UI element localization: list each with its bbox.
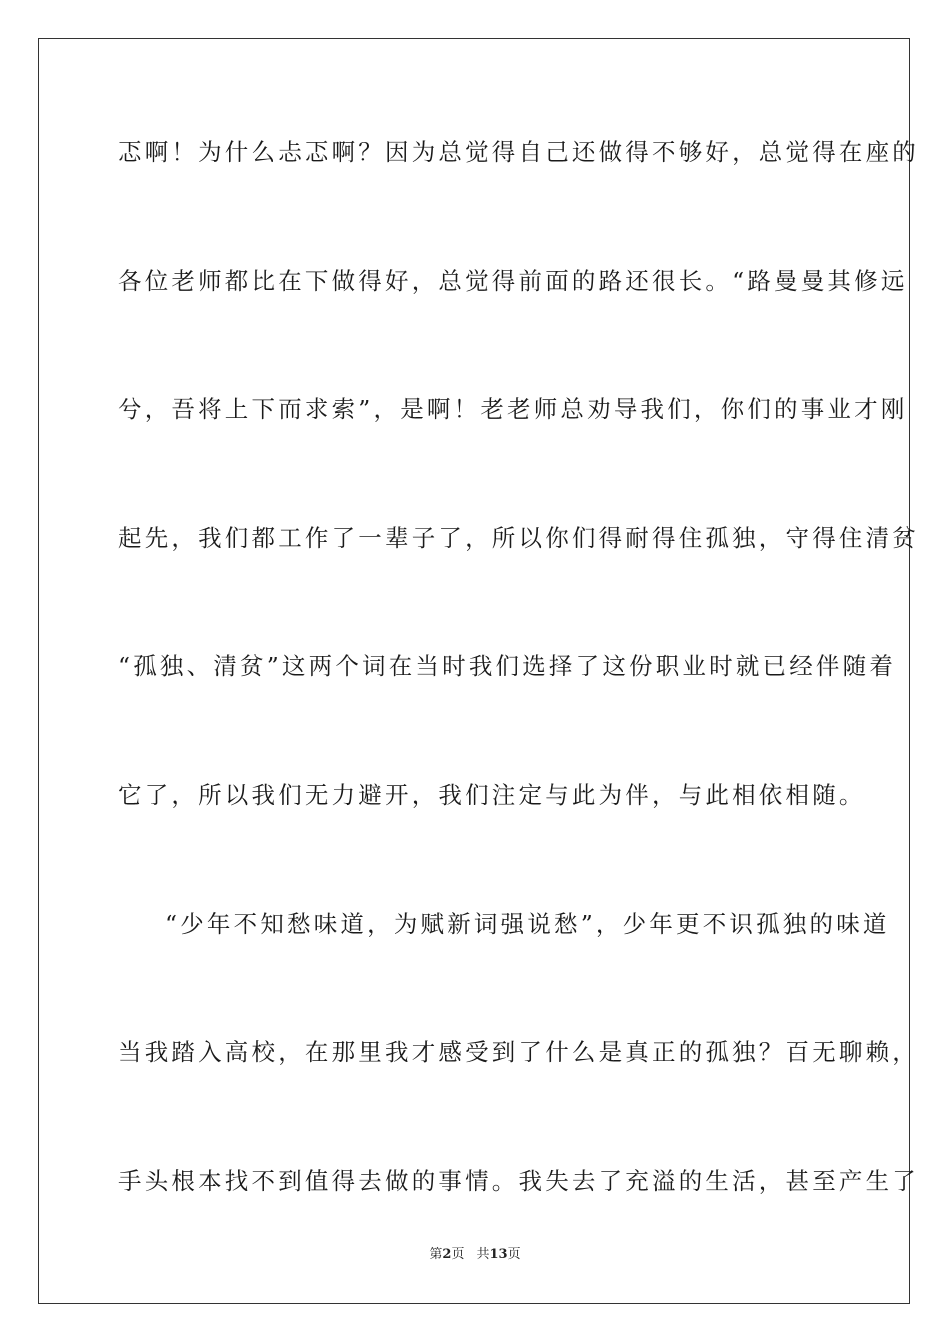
- page-suffix: 页: [451, 1247, 465, 1262]
- page-footer: [0, 1246, 950, 1264]
- total-prefix: 共: [476, 1247, 490, 1262]
- total-suffix: 页: [507, 1247, 521, 1262]
- page-prefix: 第: [429, 1247, 443, 1262]
- text-line: 当我踏入高校，在那里我才感受到了什么是真正的孤独？百无聊赖，: [118, 1038, 919, 1067]
- total-pages: 13: [489, 1247, 508, 1262]
- text-line: 兮，吾将上下而求索”，是啊！老老师总劝导我们，你们的事业才刚: [118, 395, 908, 424]
- text-line: 它了，所以我们无力避开，我们注定与此为伴，与此相依相随。: [118, 780, 866, 809]
- text-line: 忑啊！为什么忐忑啊？因为总觉得自己还做得不够好，总觉得在座的: [118, 138, 919, 166]
- text-line: 各位老师都比在下做得好，总觉得前面的路还很长。“路曼曼其修远: [118, 266, 908, 295]
- text-line: 起先，我们都工作了一辈子了，所以你们得耐得住孤独，守得住清贫: [118, 523, 919, 552]
- document-body: [118, 132, 919, 1289]
- paragraph-first-line: “少年不知愁味道，为赋新词强说愁”，少年更不识孤独的味道: [165, 909, 890, 938]
- text-line: “孤独、清贫”这两个词在当时我们选择了这份职业时就已经伴随着: [118, 652, 897, 681]
- page-number: 2: [442, 1247, 452, 1262]
- text-line: 手头根本找不到值得去做的事情。我失去了充溢的生活，甚至产生了: [118, 1166, 919, 1195]
